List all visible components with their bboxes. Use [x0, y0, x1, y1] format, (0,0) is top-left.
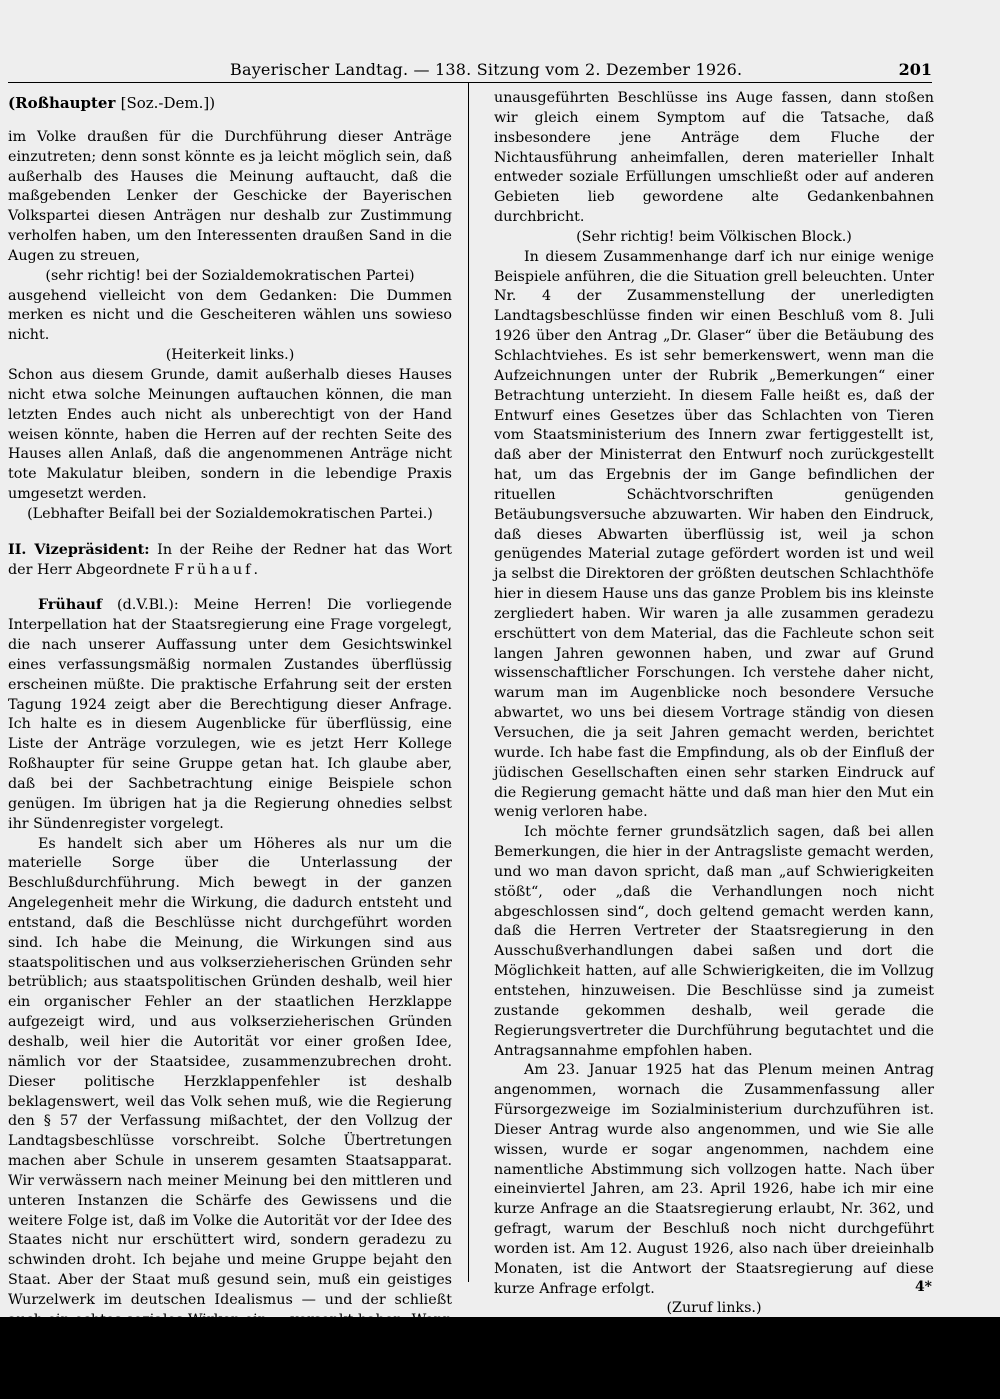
speaker-name-spaced: Frühauf [174, 561, 254, 578]
header-rule [8, 82, 932, 83]
paragraph: Ich bin kein Jurist, habe aber doch die Geschäftsordnung des Landtags zu prüfen vermocht und festgestellt, wie es in § 24 Abs. 2 heißt, daß solche Anfragen binnen drei Wochen [494, 1320, 934, 1396]
page-number: 201 [898, 60, 932, 79]
vice-president-remark [8, 541, 452, 581]
speaker-heading [8, 94, 452, 114]
vice-president-text: In der Reihe der Redner hat das Wort der Herr Abgeordnete [8, 541, 453, 578]
paragraph: Schon aus diesem Grunde, damit außerhalb dieses Hauses nicht etwa solche Meinungen auftauchen können, die man letzten Endes auch nicht als unberechtigt von der Hand weisen könnte, haben die Herren auf der rechten Seite des Hauses allen Anlaß, daß die angenommenen Anträge nicht tote Makulatur bleiben, sondern in die lebendige Praxis umgesetzt werden. [8, 366, 452, 503]
paragraph: unausgeführten Beschlüsse ins Auge fassen, dann stoßen wir gleich einem Symptom auf die Tatsache, daß insbesondere jene Anträge dem Fluche der Nichtausführung anheimfallen, deren materieller Inhalt entweder soziale Erfüllungen umschließt oder auf anderen Gebieten lieb gewordene alte Gedankenbahnen durchbricht. [494, 90, 934, 226]
speaker-name: Frühauf [38, 597, 103, 614]
speaker-heading-party: [Soz.-Dem.]) [120, 94, 216, 112]
paragraph: ausgehend vielleicht von dem Gedanken: Die Dummen merken es nicht und die Gescheiteren wählen uns sowieso nicht. [8, 287, 452, 344]
interjection: (Heiterkeit links.) [165, 347, 295, 364]
paragraph: Es handelt sich aber um Höheres als nur um die materielle Sorge über die Unterlassung der Beschlußdurchführung. Mich bewegt in der ganzen Angelegenheit mehr die Wirkung, die dadurch entsteht und entstand, daß die Beschlüsse nicht durchgeführt worden sind. Ich habe die Meinung, die Wirkungen sind aus staatspolitischen und aus volkserzieherischen Gründen sehr betrüblich; aus staatspolitischen Gründen deshalb, weil hier ein organischer Fehler an der staatlichen Herzklappe aufgezeigt wird, und aus volkserzieherischen Gründen deshalb, weil hier die Autorität vor einer großen Idee, nämlich vor der Staatsidee, zusammenzubrechen droht. Dieser politische Herzklappenfehler ist deshalb beklagenswert, weil das Volk sehen muß, wie die Regierung den § 57 der Verfassung mißachtet, der den Vollzug der Landtagsbeschlüsse vorschreibt. Solche Übertretungen machen aber Schule in unserem gesamten Staatsapparat. Wir verwässern nach meiner Meinung bei den mittleren und unteren Instanzen die Schärfe des Gewissens und die weitere Folge ist, daß im Volke die Autorität vor der Idee des Staates nicht nur erschüttert wird, sondern geradezu zu schwinden droht. Ich bejahe und meine Gruppe bejaht den Staat. Aber der Staat muß gesund sein, muß ein geistiges Wurzelwerk im deutschen Idealismus — und der schließt auch ein echtes soziales Wirken ein — versenkt haben. Wenn wir Völkischen die Reihe der [8, 835, 452, 1348]
vice-president-text-end: . [253, 561, 258, 578]
page-header [8, 60, 932, 84]
left-column [8, 94, 452, 1350]
header-title: Bayerischer Landtag. — 138. Sitzung vom 2. Dezember 1926. [230, 60, 743, 79]
signature-mark: 4* [914, 1279, 932, 1295]
interjection: (Lebhafter Beifall bei der Sozialdemokratischen Partei.) [27, 505, 433, 522]
speech-opening [8, 596, 452, 834]
interjection: (Sehr richtig! beim Völkischen Block.) [576, 228, 852, 245]
vice-president-label: II. Vizepräsident: [8, 541, 150, 558]
speaker-heading-name: (Roßhaupter [8, 94, 116, 112]
paragraph: Am 23. Januar 1925 hat das Plenum meinen Antrag angenommen, wornach die Zusammenfassung aller Fürsorgezweige im Sozialministerium durchzuführen ist. Dieser Antrag wurde also angenommen, und wie Sie alle wissen, wurde er sogar angenommen, nachdem eine namentliche Abstimmung sich vollzogen hatte. Nach über eineinviertel Jahren, am 23. April 1926, habe ich mir eine kurze Anfrage an die Staatsregierung erlaubt, Nr. 362, und gefragt, warum der Beschluß noch nicht durchgeführt worden ist. Am 12. August 1926, also nach über dreieinhalb Monaten, ist die Antwort der Staatsregierung auf diese kurze Anfrage erfolgt. [494, 1062, 934, 1297]
paragraph: im Volke draußen für die Durchführung dieser Anträge einzutreten; denn sonst könnte es ja leicht möglich sein, daß außerhalb des Hauses die Meinung auftaucht, daß die maßgebenden Lenker der Geschicke der Bayerischen Volkspartei diesen Anträgen nur deshalb zur Zustimmung verholfen haben, um den Interessenten draußen Sand in die Augen zu streuen, [8, 128, 452, 264]
interjection: (Zuruf links.) [666, 1300, 762, 1317]
paragraph: In diesem Zusammenhange darf ich nur einige wenige Beispiele anführen, die die Situation grell beleuchten. Unter Nr. 4 der Zusammenstellung der unerledigten Landtagsbeschlüsse finden wir einen Beschluß vom 8. Juli 1926 über den Antrag „Dr. Glaser“ über die Betäubung des Schlachtviehes. Es ist sehr bemerkenswert, wenn man die Aufzeichnungen unter der Rubrik „Bemerkungen“ einer Betrachtung unterzieht. In diesem Falle heißt es, daß der Entwurf eines Gesetzes über das Schlachten von Tieren vom Staatsministerium des Innern zwar fertiggestellt ist, daß aber der Ministerrat den Entwurf noch zurückgestellt hat, um das Ergebnis der im Gange befindlichen der rituellen Schächtvorschriften genügenden Betäubungsversuche abzuwarten. Wir haben den Eindruck, daß dieses Abwarten überflüssig ist, weil ja schon genügendes Material zutage gefördert worden ist und weil ja selbst die Direktoren der größten deutschen Schlachthöfe hier in diesem Hause uns das ganze Problem bis ins kleinste zergliedert haben. Wir waren ja alle zusammen geradezu erschüttert von dem Material, das die Fachleute schon seit langen Jahren gewonnen haben, und zwar auf Grund wissenschaftlicher Forschungen. Ich verstehe daher nicht, warum man im Augenblicke noch besondere Versuche abwartet, wo uns bei diesem Vortrage ständig von diesen Versuchen, die ja seit Jahren gemacht werden, berichtet wurde. Ich habe fast die Empfindung, als ob der Einfluß der jüdischen Gesellschaften einen sehr starken Eindruck auf die Regierung gemacht hätte und daß man hier den Mut ein wenig verloren habe. [494, 248, 934, 821]
speech-text: (d.V.Bl.): Meine Herren! Die vorliegende Interpellation hat der Staatsregierung eine Frage vorgelegt, die nach unserer Auffassung unter dem Gesichtswinkel eines verfassungsmäßig normalen Zustandes überflüssig erscheinen müßte. Die praktische Erfahrung seit der ersten Tagung 1924 zeigt aber die Berechtigung dieser Anfrage. Ich halte es in diesem Augenblicke für überflüssig, eine Liste der Anträge vorzulegen, wie es jetzt Herr Kollege Roßhaupter für seine Gruppe getan hat. Ich glaube aber, daß bei der Sachbetrachtung einige Beispiele schon genügen. Im übrigen hat ja die Regierung ohnedies selbst ihr Sündenregister vorgelegt. [8, 597, 452, 832]
right-column [494, 89, 934, 1399]
column-divider [468, 82, 469, 1282]
paragraph: Ich möchte ferner grundsätzlich sagen, daß bei allen Bemerkungen, die hier in der Antragsliste gemacht werden, und wo man davon spricht, daß man „auf Schwierigkeiten stößt“, oder „daß die Verhandlungen noch nicht abgeschlossen sind“, doch geltend gemacht werden kann, daß die Herren Vertreter der Staatsregierung in den Ausschußverhandlungen dabei saßen und dort die Möglichkeit hatten, auf alle Schwierigkeiten, die im Vollzug entstehen, hinzuweisen. Die Beschlüsse sind ja zumeist zustande gekommen deshalb, weil gerade die Regierungsvertreter die Durchführung begutachtet und die Antragsannahme empfohlen haben. [494, 824, 934, 1059]
interjection: (sehr richtig! bei der Sozialdemokratischen Partei) [45, 267, 415, 284]
